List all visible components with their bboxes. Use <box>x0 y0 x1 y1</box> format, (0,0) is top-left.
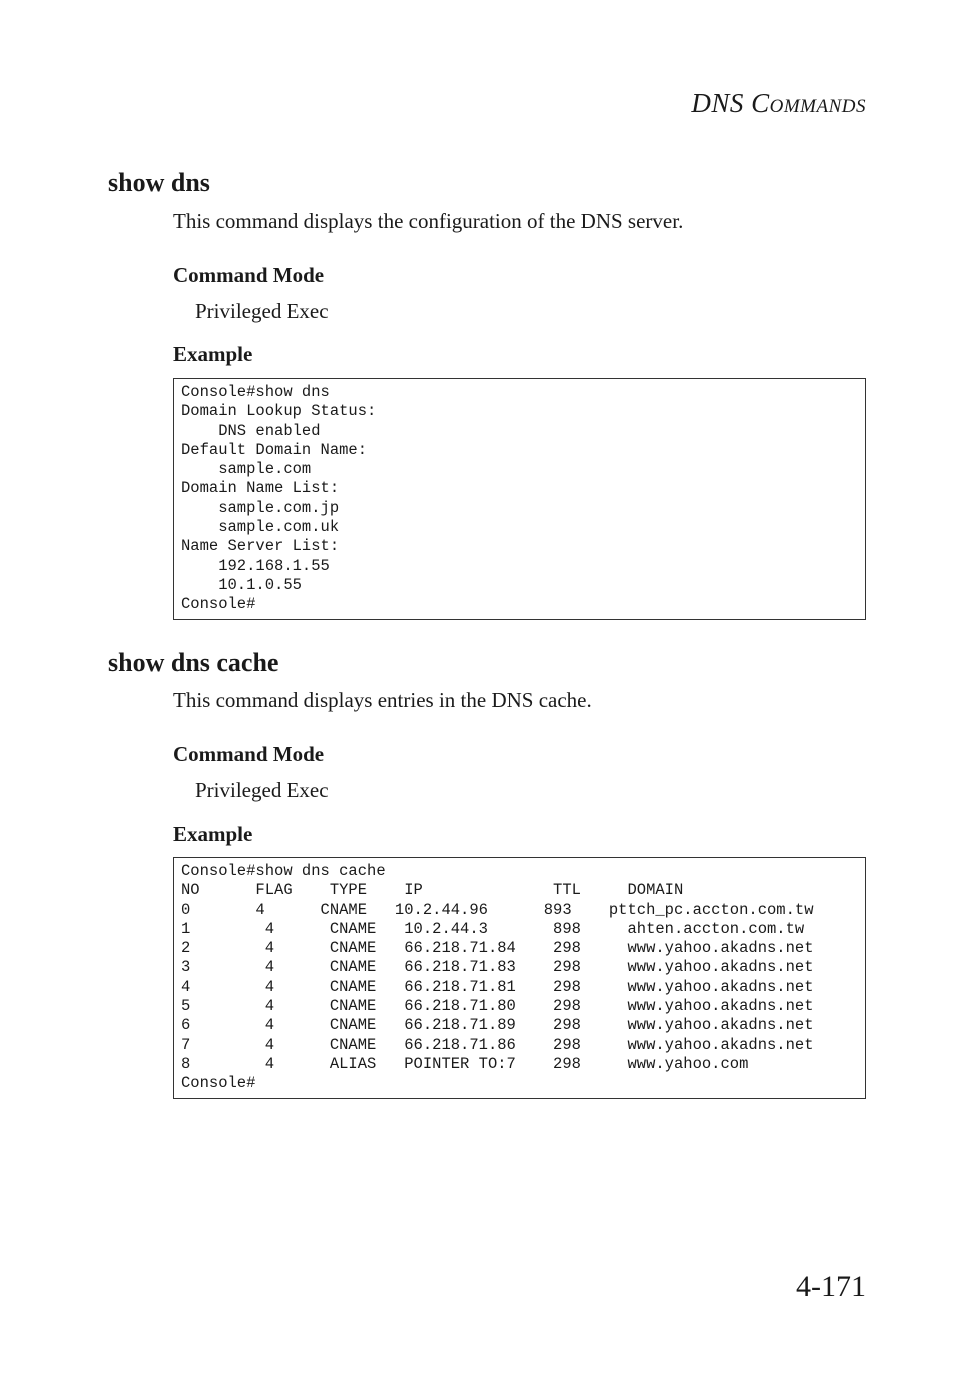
command-mode-heading: Command Mode <box>173 263 325 287</box>
section-description: This command displays the configuration of the DNS server. <box>173 209 684 233</box>
header-title-prefix: DNS C <box>691 88 770 118</box>
command-mode-value: Privileged Exec <box>195 299 329 323</box>
example-heading: Example <box>173 342 253 366</box>
example-code-block: Console#show dns Domain Lookup Status: DNS enabled Default Domain Name: sample.com Domain Name List: sample.com.jp sample.com.uk Name Server List: 192.168.1.55 10.1.0.55 Console# <box>173 378 866 620</box>
command-mode-heading: Command Mode <box>173 742 325 766</box>
running-header <box>691 88 866 119</box>
example-code-block: Console#show dns cache NO FLAG TYPE IP TTL DOMAIN 0 4 CNAME 10.2.44.96 893 pttch_pc.accton.com.tw 1 4 CNAME 10.2.44.3 898 ahten.accton.com.tw 2 4 CNAME 66.218.71.84 298 www.yahoo.akadns.net 3 4 CNAME 66.218.71.83 298 www.yahoo.akadns.net 4 4 CNAME 66.218.71.81 298 www.yahoo.akadns.net 5 4 CNAME 66.218.71.80 298 www.yahoo.akadns.net 6 4 CNAME 66.218.71.89 298 www.yahoo.akadns.net 7 4 CNAME 66.218.71.86 298 www.yahoo.akadns.net 8 4 ALIAS POINTER TO:7 298 www.yahoo.com Console# <box>173 857 866 1099</box>
section-title-show-dns-cache: show dns cache <box>108 648 279 677</box>
page-number: 4-171 <box>796 1270 866 1303</box>
header-title-rest: OMMANDS <box>769 96 866 117</box>
command-mode-value: Privileged Exec <box>195 778 329 802</box>
section-description: This command displays entries in the DNS cache. <box>173 688 592 712</box>
section-title-show-dns: show dns <box>108 168 210 197</box>
example-heading: Example <box>173 822 253 846</box>
